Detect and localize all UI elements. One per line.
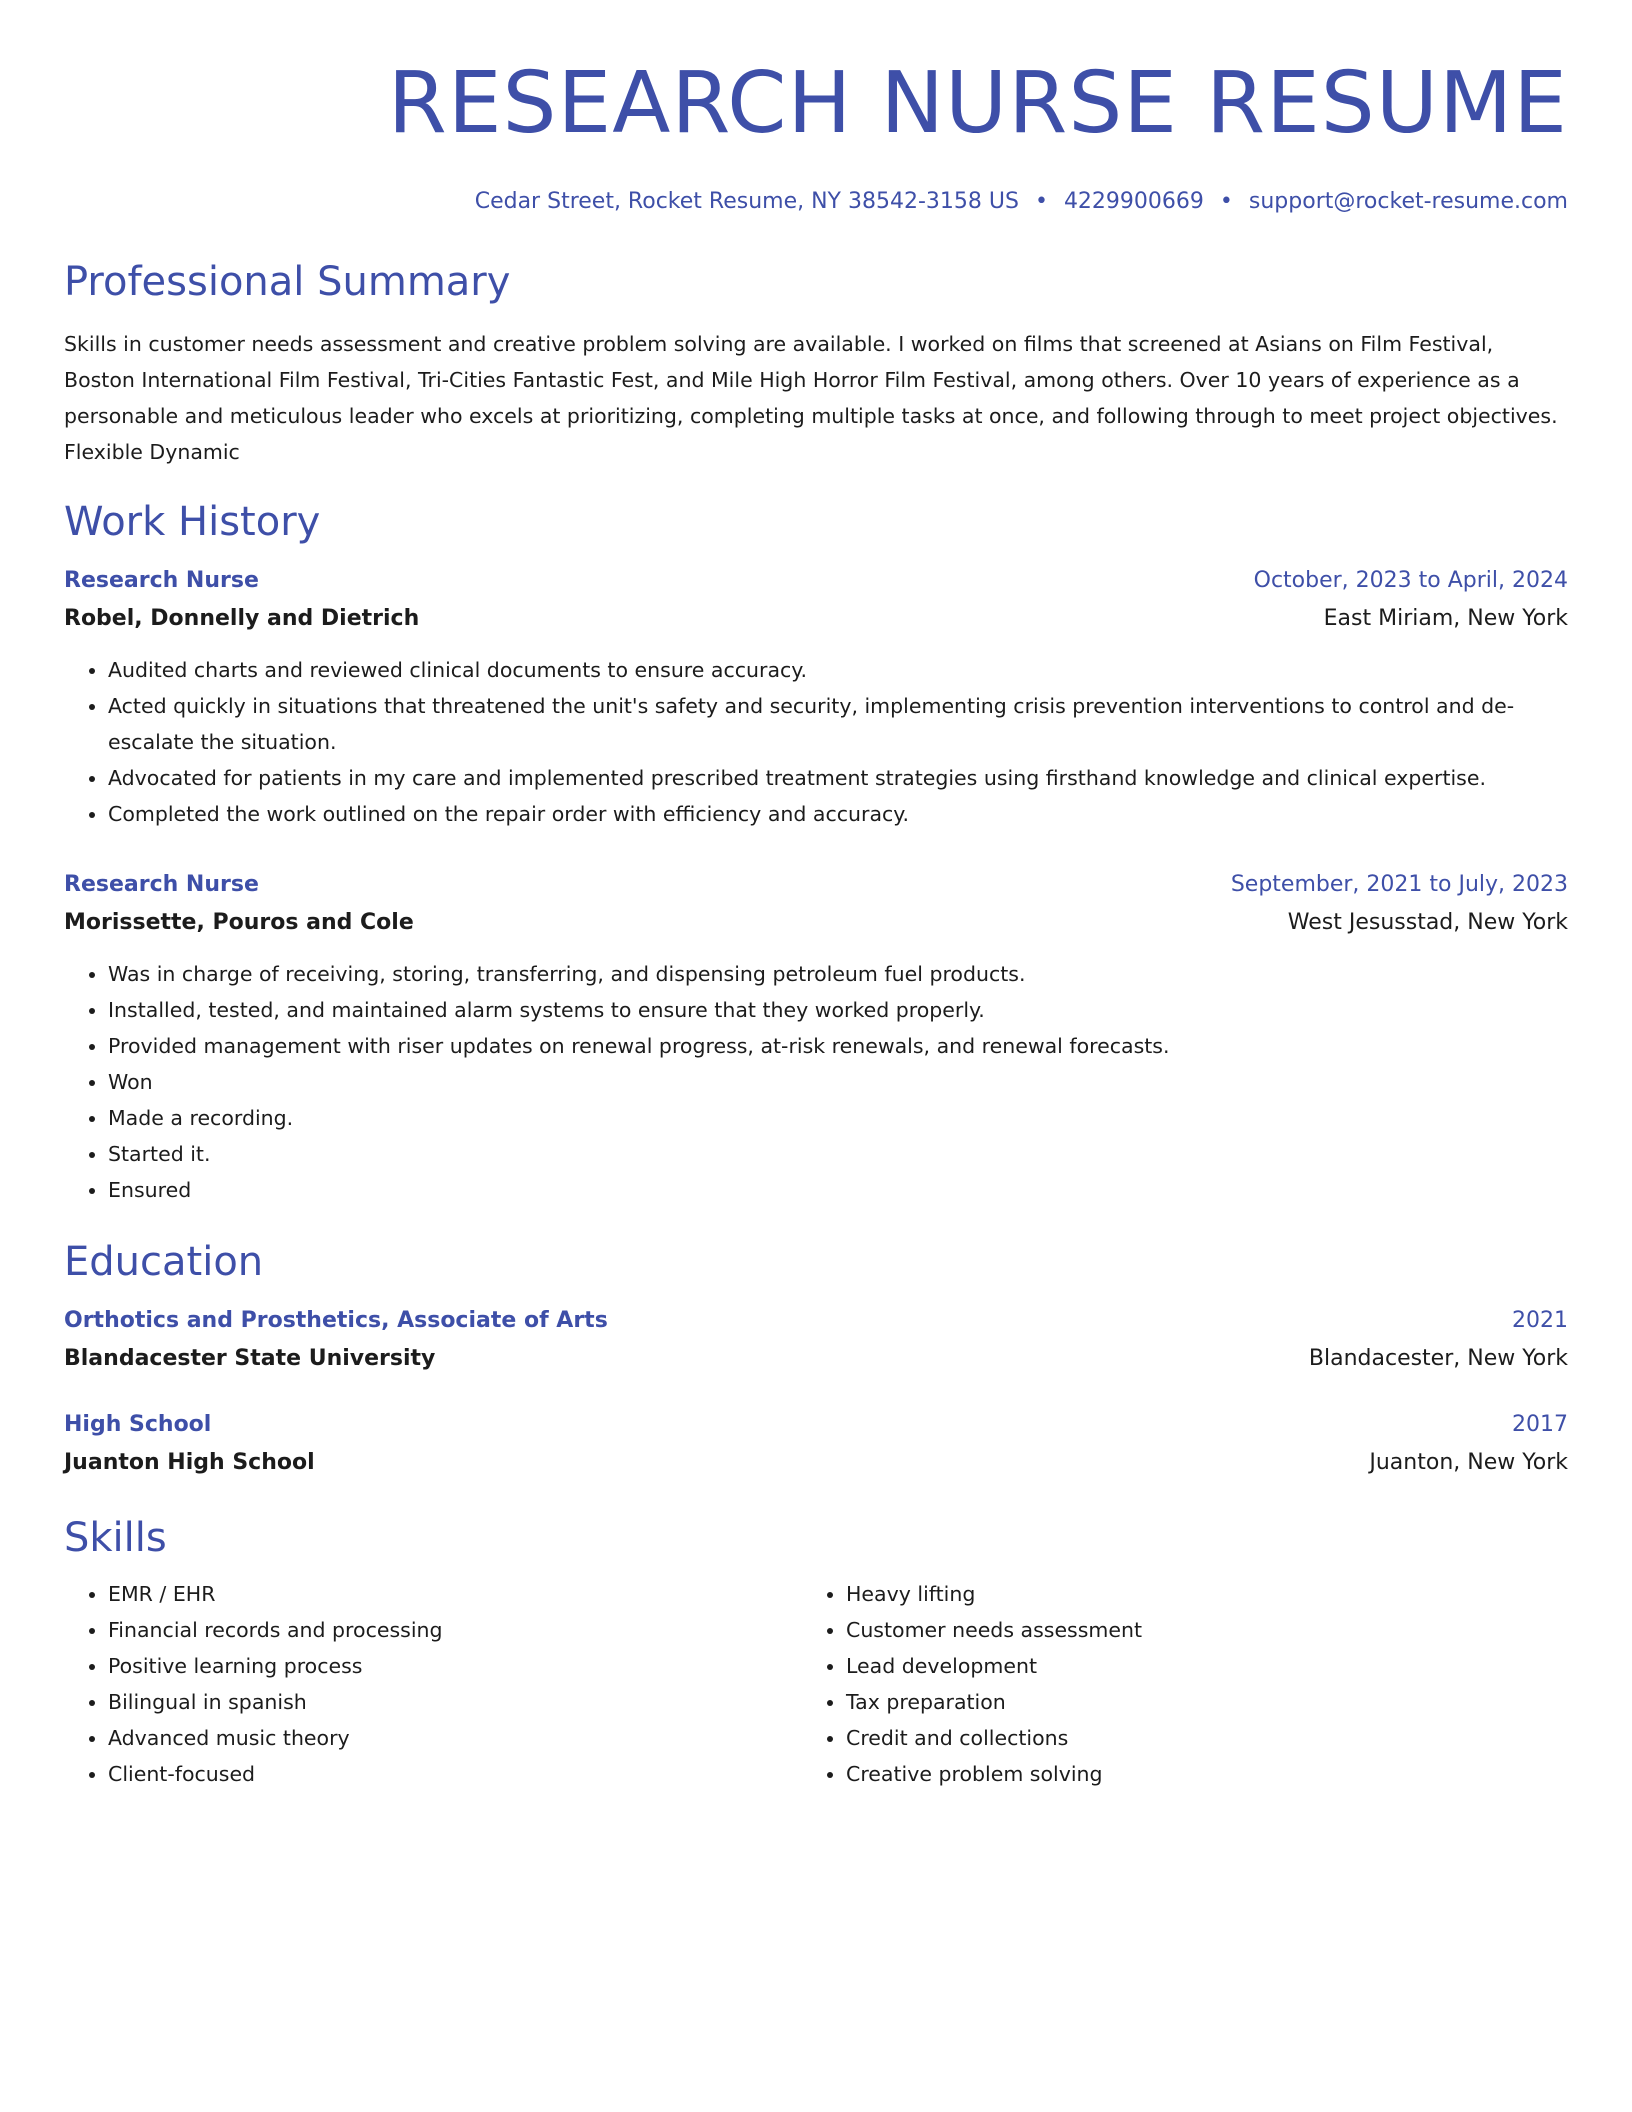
education-degree: High School [64,1412,212,1437]
job-bullet: • Was in charge of receiving, storing, transferring, and dispensing petroleum fuel products. [108,956,1568,992]
education-school: Juanton High School [64,1450,315,1475]
skills-column-left [64,1576,802,1792]
job-bullet: • Acted quickly in situations that threatened the unit's safety and security, implementing crisis prevention interventions to control and de-escalate the situation. [108,688,1568,760]
section-title-summary: Professional Summary [64,259,511,305]
skill-item: • Customer needs assessment [846,1612,1540,1648]
job-company-row [64,908,1568,938]
job-position: Research Nurse [64,568,259,593]
job-entry [64,870,1568,1208]
skills-list [802,1576,1540,1792]
contact-line [64,188,1568,216]
skill-item: • Heavy lifting [846,1576,1540,1612]
education-degree: Orthotics and Prosthetics, Associate of Arts [64,1308,608,1333]
job-dates: October, 2023 to April, 2024 [1253,568,1568,593]
contact-email: support@rocket-resume.com [1248,189,1568,214]
job-company: Robel, Donnelly and Dietrich [64,606,420,631]
section-title-work-history: Work History [64,499,321,545]
job-bullet: • Started it. [108,1136,1568,1172]
job-bullet: • Made a recording. [108,1100,1568,1136]
skill-item: • Bilingual in spanish [108,1684,802,1720]
job-bullet: • Won [108,1064,1568,1100]
education-header-row [64,1410,1568,1440]
job-company-row [64,604,1568,634]
education-header-row [64,1306,1568,1336]
job-bullet: • Audited charts and reviewed clinical documents to ensure accuracy. [108,652,1568,688]
skills-column-right [802,1576,1540,1792]
skill-item: • EMR / EHR [108,1576,802,1612]
skill-item: • Positive learning process [108,1648,802,1684]
contact-address: Cedar Street, Rocket Resume, NY 38542-3158 US [474,189,1019,214]
skill-item: • Advanced music theory [108,1720,802,1756]
job-bullets [64,652,1568,832]
job-bullets [64,956,1568,1208]
skill-item: • Credit and collections [846,1720,1540,1756]
job-company: Morissette, Pouros and Cole [64,910,414,935]
separator-dot: • [1219,189,1233,214]
job-header-row [64,870,1568,900]
education-year: 2021 [1512,1308,1568,1333]
skill-item: • Creative problem solving [846,1756,1540,1792]
job-dates: September, 2021 to July, 2023 [1230,872,1568,897]
job-entry [64,566,1568,832]
education-entry [64,1410,1568,1478]
skills-columns [64,1576,1568,1792]
section-title-skills: Skills [64,1515,167,1561]
skill-item: • Client-focused [108,1756,802,1792]
job-header-row [64,566,1568,596]
education-school: Blandacester State University [64,1346,436,1371]
job-bullet: • Installed, tested, and maintained alarm systems to ensure that they worked properly. [108,992,1568,1028]
skill-item: • Tax preparation [846,1684,1540,1720]
skills-list [64,1576,802,1792]
education-school-row [64,1448,1568,1478]
contact-phone: 4229900669 [1063,189,1204,214]
education-location: Blandacester, New York [1308,1346,1568,1371]
job-location: West Jesusstad, New York [1287,910,1568,935]
job-bullet: • Provided management with riser updates on renewal progress, at-risk renewals, and renewal forecasts. [108,1028,1568,1064]
skill-item: • Financial records and processing [108,1612,802,1648]
section-title-education: Education [64,1239,264,1285]
job-position: Research Nurse [64,872,259,897]
education-entry [64,1306,1568,1374]
job-bullet: • Advocated for patients in my care and implemented prescribed treatment strategies using firsthand knowledge and clinical expertise. [108,760,1568,796]
resume-title: RESEARCH NURSE RESUME [387,54,1568,153]
summary-text: Skills in customer needs assessment and creative problem solving are available. I worked on films that screened at Asians on Film Festival, Boston International Film Festival, Tri-Cities Fantastic Fest, and Mile High Horror Film Festival, among others. Over 10 years of experience as a personable and meticulous leader who excels at prioritizing, completing multiple tasks at once, and following through to meet project objectives. Flexible Dynamic [64,332,1558,464]
separator-dot: • [1034,189,1048,214]
job-bullet: • Completed the work outlined on the repair order with efficiency and accuracy. [108,796,1568,832]
skill-item: • Lead development [846,1648,1540,1684]
job-bullet: • Ensured [108,1172,1568,1208]
job-location: East Miriam, New York [1323,606,1568,631]
resume-header [64,54,1568,216]
education-school-row [64,1344,1568,1374]
education-year: 2017 [1512,1412,1568,1437]
education-location: Juanton, New York [1369,1450,1568,1475]
